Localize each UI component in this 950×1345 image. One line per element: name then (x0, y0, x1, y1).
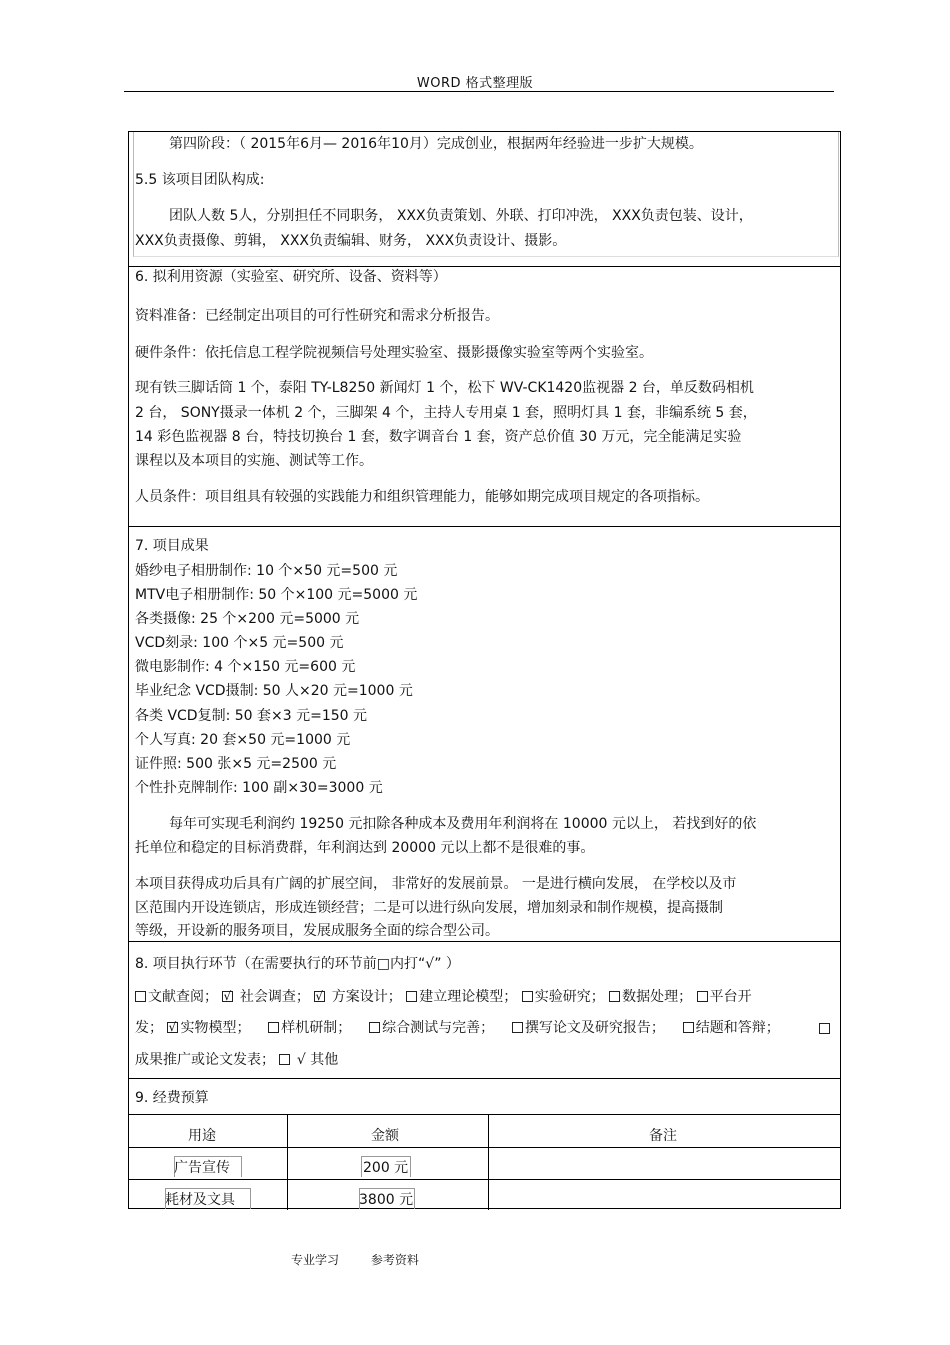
checkbox-box-icon (135, 991, 146, 1002)
checkbox-box-icon (522, 991, 533, 1002)
budget-col-header: 金额 (371, 1128, 399, 1144)
divider (287, 1114, 288, 1210)
divider (129, 1147, 840, 1148)
result-item: 毕业纪念 VCD摄制: 50 人×20 元=1000 元 (135, 683, 413, 699)
profit-text: 托单位和稳定的目标消费群，年利润达到 20000 元以上都不是很难的事。 (135, 840, 595, 856)
result-item: 证件照: 500 张×5 元=2500 元 (135, 756, 337, 772)
stage4-text: 第四阶段：（ 2015年6月— 2016年10月）完成创业，根据两年经验进一步扩大规模。 (169, 136, 703, 152)
expansion-text: 本项目获得成功后具有广阔的扩展空间， 非常好的发展前景。 一是进行横向发展， 在学校以及市 (135, 876, 737, 892)
result-item: 个性扑克牌制作: 100 副×30=3000 元 (135, 780, 383, 796)
row-prefix-text: 发； (135, 1020, 163, 1036)
checkbox-checked-icon (222, 991, 233, 1002)
results-heading: 7. 项目成果 (135, 538, 209, 554)
profit-text: 每年可实现毛利润约 19250 元扣除各种成本及费用年利润将在 10000 元以上， 若找到好的依 (169, 816, 757, 832)
checkbox-testing[interactable]: 综合测试与完善； (369, 1020, 494, 1036)
checkbox-box-icon (512, 1022, 523, 1033)
team-line: XXX负责摄像、剪辑， XXX负责编辑、财务， XXX负责设计、摄影。 (135, 233, 567, 249)
checkbox-box-icon (268, 1022, 279, 1033)
checkbox-theory-model[interactable]: 建立理论模型； (406, 989, 517, 1005)
budget-col-header: 用途 (188, 1128, 216, 1144)
checkbox-other[interactable]: √ 其他 (279, 1052, 338, 1068)
divider (129, 526, 840, 527)
execution-row (135, 1051, 338, 1069)
checkbox-social-survey[interactable]: √ 社会调查； (222, 989, 309, 1005)
header-rule (124, 91, 834, 92)
checkbox-prototype[interactable]: 样机研制； (268, 1020, 351, 1036)
budget-heading: 9. 经费预算 (135, 1090, 209, 1106)
team-line: 团队人数 5人，分别担任不同职务， XXX负责策划、外联、打印冲洗， XXX负责包装、设计， (169, 208, 753, 224)
result-item: MTV电子相册制作: 50 个×100 元=5000 元 (135, 587, 418, 603)
checkbox-box-icon (697, 991, 708, 1002)
execution-row (135, 988, 752, 1006)
resources-equip-line: 现有铁三脚话筒 1 个，泰阳 TY-L8250 新闻灯 1 个，松下 WV-CK1420监视器 2 台，单反数码相机 (135, 380, 754, 396)
checkbox-checked-icon (314, 991, 325, 1002)
resources-equip-line: 2 台， SONY摄录一体机 2 个，三脚架 4 个，主持人专用桌 1 套，照明灯具 1 套，非编系统 5 套， (135, 405, 757, 421)
checkbox-defense[interactable]: 结题和答辩； (683, 1020, 780, 1036)
resources-heading: 6. 拟利用资源（实验室、研究所、设备、资料等） (135, 269, 447, 285)
divider (488, 1114, 489, 1210)
checkbox-physical-model[interactable]: √ 实物模型； (167, 1020, 250, 1036)
result-item: 微电影制作: 4 个×150 元=600 元 (135, 659, 356, 675)
result-item: VCD刻录: 100 个×5 元=500 元 (135, 635, 344, 651)
divider (129, 266, 840, 267)
expansion-text: 区范围内开设连锁店，形成连锁经营；二是可以进行纵向发展，增加刻录和制作规模，提高摄制 (135, 900, 723, 916)
budget-amount: 200 元 (363, 1160, 409, 1176)
result-item: 婚纱电子相册制作: 10 个×50 元=500 元 (135, 563, 398, 579)
resources-equip-line: 课程以及本项目的实施、测试等工作。 (135, 453, 373, 469)
resources-equip-line: 14 彩色监视器 8 台，特技切换台 1 套，数字调音台 1 套，资产总价值 30 万元，完全能满足实验 (135, 429, 742, 445)
promotion-label: 成果推广或论文发表； (135, 1052, 275, 1068)
resources-hardware: 硬件条件：依托信息工程学院视频信号处理实验室、摄影摄像实验室等两个实验室。 (135, 345, 653, 361)
checkbox-experiment[interactable]: 实验研究； (522, 989, 605, 1005)
checkbox-checked-icon (167, 1022, 178, 1033)
divider (129, 1114, 840, 1115)
page-header-title: WORD 格式整理版 (416, 76, 534, 91)
footer-right-text: 参考资料 (370, 1253, 419, 1267)
team-heading: 5.5 该项目团队构成: (135, 172, 265, 188)
budget-col-header: 备注 (649, 1128, 677, 1144)
checkbox-box-icon (406, 991, 417, 1002)
checkbox-box-icon (609, 991, 620, 1002)
divider (129, 1078, 840, 1079)
result-item: 各类 VCD复制: 50 套×3 元=150 元 (135, 708, 368, 724)
execution-row (135, 1019, 780, 1037)
resources-data: 资料准备：已经制定出项目的可行性研究和需求分析报告。 (135, 308, 499, 324)
budget-use: 广告宣传 (174, 1160, 230, 1176)
checkbox-box-icon (279, 1054, 290, 1065)
result-item: 各类摄像: 25 个×200 元=5000 元 (135, 611, 360, 627)
execution-heading: 8. 项目执行环节（在需要执行的环节前□内打“√” ） (135, 956, 460, 972)
checkbox-promotion[interactable] (819, 1023, 830, 1034)
expansion-text: 等级，开设新的服务项目，发展成服务全面的综合型公司。 (135, 923, 499, 939)
checkbox-data-processing[interactable]: 数据处理； (609, 989, 692, 1005)
checkbox-plan-design[interactable]: √ 方案设计； (314, 989, 401, 1005)
form-table (128, 131, 841, 1209)
divider (129, 1179, 840, 1180)
divider (129, 941, 840, 942)
checkbox-literature[interactable]: 文献查阅； (135, 989, 218, 1005)
checkbox-box-icon (683, 1022, 694, 1033)
resources-staff: 人员条件：项目组具有较强的实践能力和组织管理能力，能够如期完成项目规定的各项指标。 (135, 489, 709, 505)
result-item: 个人写真: 20 套×50 元=1000 元 (135, 732, 351, 748)
budget-amount: 3800 元 (359, 1192, 414, 1208)
page-footer (291, 1251, 447, 1268)
checkbox-platform-dev[interactable]: 平台开 (697, 989, 752, 1005)
footer-left-text: 专业学习 (291, 1253, 340, 1267)
budget-use: 耗材及文具 (165, 1192, 235, 1208)
checkbox-report[interactable]: 撰写论文及研究报告； (512, 1020, 665, 1036)
checkbox-box-icon (369, 1022, 380, 1033)
